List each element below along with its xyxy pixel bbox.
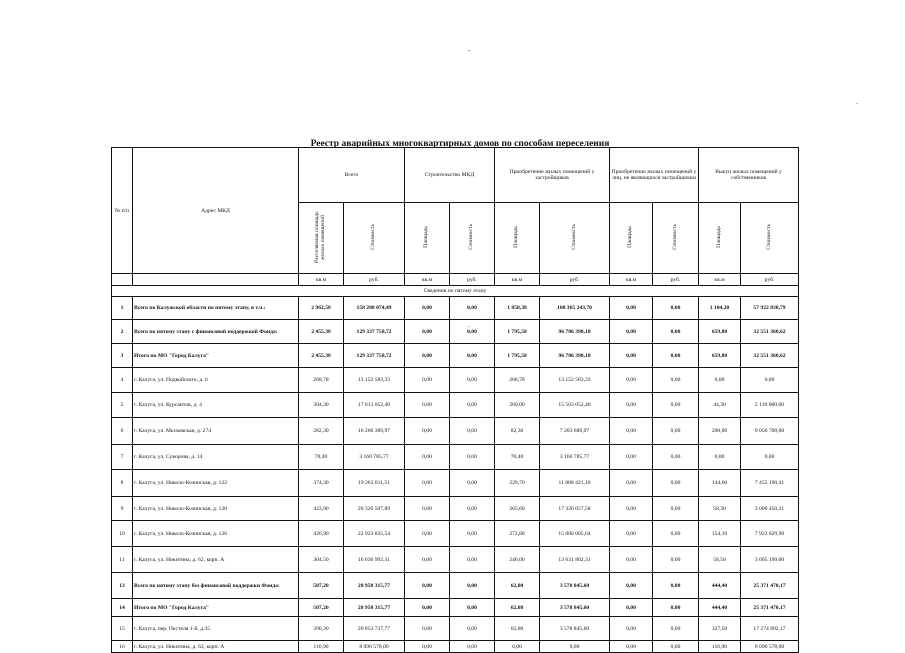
- row-value: 2 455,38: [299, 344, 344, 368]
- row-value: 1 795,58: [495, 320, 540, 344]
- row-value: 0,00: [450, 599, 495, 617]
- row-value: 17 613 052,40: [344, 393, 405, 418]
- row-address: г. Калуга, ул. Суворова, д. 14: [133, 445, 299, 470]
- unit-rub: руб.: [741, 274, 799, 286]
- row-value: 100 365 243,70: [540, 297, 610, 320]
- row-value: 20 326 507,89: [344, 497, 405, 521]
- row-value: 15 503 052,40: [540, 393, 610, 418]
- row-number: 13: [112, 573, 133, 599]
- row-address: г. Калуга, ул. Подвойского, д. 6: [133, 368, 299, 393]
- unit-cell-empty: [112, 274, 133, 286]
- row-value: 0,00: [405, 470, 450, 497]
- row-value: 268,78: [299, 368, 344, 393]
- unit-sqm: кв.м: [405, 274, 450, 286]
- row-address: г. Калуга, ул. Николо-Козинская, д. 122: [133, 470, 299, 497]
- row-value: 0,00: [450, 344, 495, 368]
- row-number: 2: [112, 320, 133, 344]
- row-value: 0,00: [405, 393, 450, 418]
- row-value: 282,30: [299, 418, 344, 445]
- row-value: 0,00: [653, 297, 699, 320]
- row-value: 659,80: [699, 320, 741, 344]
- row-value: 129 337 758,72: [344, 320, 405, 344]
- row-value: 7 203 689,97: [540, 418, 610, 445]
- row-value: 327,50: [699, 617, 741, 641]
- unit-cell-empty: [133, 274, 299, 286]
- row-value: 1 858,38: [495, 297, 540, 320]
- row-value: 659,80: [699, 344, 741, 368]
- row-value: 16 260 389,97: [344, 418, 405, 445]
- row-value: 0,00: [405, 641, 450, 653]
- row-value: 0,00: [610, 573, 653, 599]
- row-value: 0,00: [741, 368, 799, 393]
- row-number: 15: [112, 617, 133, 641]
- row-value: 3 000 450,31: [741, 497, 799, 521]
- unit-rub: руб.: [344, 274, 405, 286]
- row-address: Итого по МО "Город Калуга": [133, 344, 299, 368]
- col-header-address: Адрес МКД: [133, 148, 299, 274]
- row-value: 8 096 578,00: [741, 641, 799, 653]
- row-value: 32 551 360,62: [741, 320, 799, 344]
- unit-sqm: кв.м: [699, 274, 741, 286]
- group-header-non-developer: Приобретение жилых помещений у лиц, не являющихся застройщиком: [610, 148, 699, 203]
- row-value: 13 152 583,33: [344, 368, 405, 393]
- row-value: 17 326 057,58: [540, 497, 610, 521]
- row-value: 15 000 005,64: [540, 521, 610, 547]
- row-value: 28 950 315,77: [344, 573, 405, 599]
- row-number: 9: [112, 497, 133, 521]
- row-value: 0,00: [405, 445, 450, 470]
- row-number: 3: [112, 344, 133, 368]
- row-value: 390,30: [299, 617, 344, 641]
- row-value: 3 005 190,00: [741, 547, 799, 573]
- group-header-total: Всего: [299, 148, 405, 203]
- row-value: 3 160 785,77: [540, 445, 610, 470]
- sub-header-developer-area: Площадь: [495, 203, 540, 274]
- row-value: 0,00: [653, 393, 699, 418]
- table-body: [112, 297, 799, 653]
- row-value: 0,00: [610, 547, 653, 573]
- row-value: 426,90: [299, 521, 344, 547]
- row-value: 374,30: [299, 470, 344, 497]
- row-value: 25 371 470,17: [741, 599, 799, 617]
- row-value: 57 922 830,79: [741, 297, 799, 320]
- sub-header-owners-cost: Стоимость: [741, 203, 799, 274]
- row-value: 268,78: [495, 368, 540, 393]
- row-value: 0,00: [653, 320, 699, 344]
- row-value: 0,00: [405, 521, 450, 547]
- row-value: 17 274 892,17: [741, 617, 799, 641]
- row-value: 20 853 737,77: [344, 617, 405, 641]
- row-number: 14: [112, 599, 133, 617]
- row-value: 0,00: [450, 368, 495, 393]
- row-value: 0,00: [653, 547, 699, 573]
- row-value: 0,00: [610, 641, 653, 653]
- unit-sqm: кв.м: [495, 274, 540, 286]
- row-value: 507,20: [299, 573, 344, 599]
- table-row: [112, 344, 799, 368]
- row-value: 116,90: [699, 641, 741, 653]
- table-row: [112, 320, 799, 344]
- row-value: 0,00: [495, 641, 540, 653]
- row-value: 0,00: [450, 547, 495, 573]
- row-value: 62,80: [495, 573, 540, 599]
- row-number: 6: [112, 418, 133, 445]
- row-value: 0,00: [450, 393, 495, 418]
- row-value: 62,80: [495, 617, 540, 641]
- row-value: 0,00: [450, 497, 495, 521]
- row-value: 260,00: [495, 393, 540, 418]
- row-value: 0,00: [405, 617, 450, 641]
- row-value: 0,00: [405, 297, 450, 320]
- row-number: 7: [112, 445, 133, 470]
- sub-header-construction-area: Площадь: [405, 203, 450, 274]
- row-value: 0,00: [653, 344, 699, 368]
- row-value: 507,20: [299, 599, 344, 617]
- row-value: 272,80: [495, 521, 540, 547]
- row-value: 0,00: [405, 599, 450, 617]
- row-value: 0,00: [450, 297, 495, 320]
- row-value: 246,00: [495, 547, 540, 573]
- row-value: 0,00: [405, 368, 450, 393]
- row-value: 0,00: [699, 445, 741, 470]
- row-value: 2 110 000,00: [741, 393, 799, 418]
- row-value: 129 337 758,72: [344, 344, 405, 368]
- row-address: Всего по пятому этапу без финансовой поддержки Фонда:: [133, 573, 299, 599]
- row-address: г. Калуга, ул. Курсантов, д. 4: [133, 393, 299, 418]
- stage-label: Сведения по пятому этапу: [112, 286, 799, 297]
- table-row: [112, 521, 799, 547]
- row-value: 0,00: [450, 521, 495, 547]
- row-value: 0,00: [610, 418, 653, 445]
- table-row: [112, 393, 799, 418]
- row-value: 444,40: [699, 573, 741, 599]
- sub-header-total-area: Расселяемая площадь жилых помещений: [299, 203, 344, 274]
- row-value: 3 160 785,77: [344, 445, 405, 470]
- row-value: 0,00: [653, 599, 699, 617]
- row-value: 0,00: [610, 344, 653, 368]
- sub-header-non-developer-cost: Стоимость: [653, 203, 699, 274]
- row-value: 0,00: [653, 470, 699, 497]
- row-value: 0,00: [610, 521, 653, 547]
- scan-mark: .: [468, 320, 470, 329]
- group-header-developer: Приобретение жилых помещений у застройщиков: [495, 148, 610, 203]
- row-value: 144,60: [699, 470, 741, 497]
- row-value: 13 631 802,31: [540, 547, 610, 573]
- row-value: 62,80: [495, 599, 540, 617]
- table-row: [112, 470, 799, 497]
- row-value: 1 104,20: [699, 297, 741, 320]
- row-address: Всего по Калужской области по пятому этапу, в т.ч.:: [133, 297, 299, 320]
- row-value: 19 263 611,51: [344, 470, 405, 497]
- row-value: 22 923 835,54: [344, 521, 405, 547]
- registry-table: [111, 147, 799, 653]
- row-value: 0,00: [405, 573, 450, 599]
- group-header-owners: Выкуп жилых помещений у собственников: [699, 148, 799, 203]
- row-value: 0,00: [610, 445, 653, 470]
- row-value: 0,00: [450, 470, 495, 497]
- row-value: 70,40: [495, 445, 540, 470]
- row-value: 0,00: [450, 641, 495, 653]
- row-value: 0,00: [653, 573, 699, 599]
- row-address: г. Калуга, ул. Московская, д. 274: [133, 418, 299, 445]
- row-number: 5: [112, 393, 133, 418]
- row-value: 1 795,58: [495, 344, 540, 368]
- row-value: 0,00: [450, 320, 495, 344]
- row-value: 0,00: [405, 418, 450, 445]
- row-address: г. Калуга, ул. Николо-Козинская, д. 120: [133, 497, 299, 521]
- row-address: Итого по МО "Город Калуга": [133, 599, 299, 617]
- row-value: 0,00: [653, 641, 699, 653]
- row-value: 3 578 845,60: [540, 599, 610, 617]
- table-row: [112, 617, 799, 641]
- row-value: 2 455,38: [299, 320, 344, 344]
- row-value: 116,90: [299, 641, 344, 653]
- row-value: 423,90: [299, 497, 344, 521]
- row-value: 0,00: [741, 445, 799, 470]
- row-value: 304,30: [299, 393, 344, 418]
- sub-header-total-cost: Стоимость: [344, 203, 405, 274]
- row-address: Всего по пятому этапу с финансовой поддержкой Фонда:: [133, 320, 299, 344]
- row-value: 44,30: [699, 393, 741, 418]
- row-value: 0,00: [653, 445, 699, 470]
- row-value: 7 455 190,41: [741, 470, 799, 497]
- row-value: 7 923 829,90: [741, 521, 799, 547]
- row-value: 16 636 992,31: [344, 547, 405, 573]
- table-row: [112, 445, 799, 470]
- table-row: [112, 497, 799, 521]
- row-value: 13 152 583,33: [540, 368, 610, 393]
- row-value: 365,60: [495, 497, 540, 521]
- row-address: г. Калуга, пер. Пестеля 1-й, д.35: [133, 617, 299, 641]
- unit-rub: руб.: [450, 274, 495, 286]
- table-row: [112, 418, 799, 445]
- table-row: [112, 297, 799, 320]
- row-value: 0,00: [405, 497, 450, 521]
- row-value: 0,00: [405, 547, 450, 573]
- unit-rub: руб.: [540, 274, 610, 286]
- row-value: 3 578 845,60: [540, 573, 610, 599]
- row-value: 32 551 360,62: [741, 344, 799, 368]
- table-row: [112, 599, 799, 617]
- row-value: 8 096 578,00: [344, 641, 405, 653]
- row-address: г. Калуга, ул. Николо-Козинская, д. 126: [133, 521, 299, 547]
- sub-header-developer-cost: Стоимость: [540, 203, 610, 274]
- row-value: 0,00: [653, 521, 699, 547]
- table-row: [112, 368, 799, 393]
- col-header-num: № п/п: [112, 148, 133, 274]
- row-value: 0,00: [610, 617, 653, 641]
- row-value: 58,30: [699, 497, 741, 521]
- row-value: 11 808 421,10: [540, 470, 610, 497]
- sub-header-owners-area: Площадь: [699, 203, 741, 274]
- row-value: 0,00: [405, 320, 450, 344]
- row-value: 28 950 315,77: [344, 599, 405, 617]
- row-value: 3 578 845,60: [540, 617, 610, 641]
- row-value: 0,00: [450, 617, 495, 641]
- row-value: 0,00: [610, 320, 653, 344]
- row-value: 0,00: [610, 497, 653, 521]
- row-value: 58,50: [699, 547, 741, 573]
- row-value: 0,00: [610, 470, 653, 497]
- row-value: 0,00: [450, 418, 495, 445]
- document-title: Реестр аварийных многоквартирных домов по способам переселения: [310, 139, 610, 149]
- row-value: 154,10: [699, 521, 741, 547]
- row-number: 11: [112, 547, 133, 573]
- sub-header-construction-cost: Стоимость: [450, 203, 495, 274]
- row-value: 229,70: [495, 470, 540, 497]
- table-row: [112, 573, 799, 599]
- row-number: 4: [112, 368, 133, 393]
- row-value: 158 288 074,49: [344, 297, 405, 320]
- unit-sqm: кв.м: [299, 274, 344, 286]
- row-number: 1: [112, 297, 133, 320]
- row-address: г. Калуга, ул. Никитина, д. 62, корп. А: [133, 641, 299, 653]
- row-value: 2 962,58: [299, 297, 344, 320]
- row-value: 0,00: [653, 497, 699, 521]
- row-address: г. Калуга, ул. Никитина, д. 62, корп. А: [133, 547, 299, 573]
- row-value: 304,50: [299, 547, 344, 573]
- row-value: 0,00: [610, 368, 653, 393]
- row-number: 16: [112, 641, 133, 653]
- group-header-construction: Строительство МКД: [405, 148, 495, 203]
- unit-rub: руб.: [653, 274, 699, 286]
- scan-mark: .: [856, 97, 858, 106]
- table-row: [112, 547, 799, 573]
- table-row: [112, 641, 799, 653]
- row-value: 200,00: [699, 418, 741, 445]
- row-value: 82,30: [495, 418, 540, 445]
- row-value: 444,40: [699, 599, 741, 617]
- row-value: 25 371 470,17: [741, 573, 799, 599]
- row-value: 0,00: [540, 641, 610, 653]
- row-value: 0,00: [610, 393, 653, 418]
- row-number: 10: [112, 521, 133, 547]
- row-value: 96 786 398,10: [540, 320, 610, 344]
- row-value: 0,00: [450, 445, 495, 470]
- unit-sqm: кв.м: [610, 274, 653, 286]
- sub-header-non-developer-area: Площадь: [610, 203, 653, 274]
- row-value: 0,00: [610, 599, 653, 617]
- row-value: 70,40: [299, 445, 344, 470]
- row-value: 0,00: [610, 297, 653, 320]
- row-value: 96 786 398,10: [540, 344, 610, 368]
- row-value: 0,00: [450, 573, 495, 599]
- row-value: 9 056 700,00: [741, 418, 799, 445]
- row-value: 0,00: [653, 368, 699, 393]
- row-value: 0,00: [653, 418, 699, 445]
- scan-mark: -: [468, 46, 471, 55]
- row-value: 0,00: [653, 617, 699, 641]
- row-number: 8: [112, 470, 133, 497]
- row-value: 0,00: [699, 368, 741, 393]
- row-value: 0,00: [405, 344, 450, 368]
